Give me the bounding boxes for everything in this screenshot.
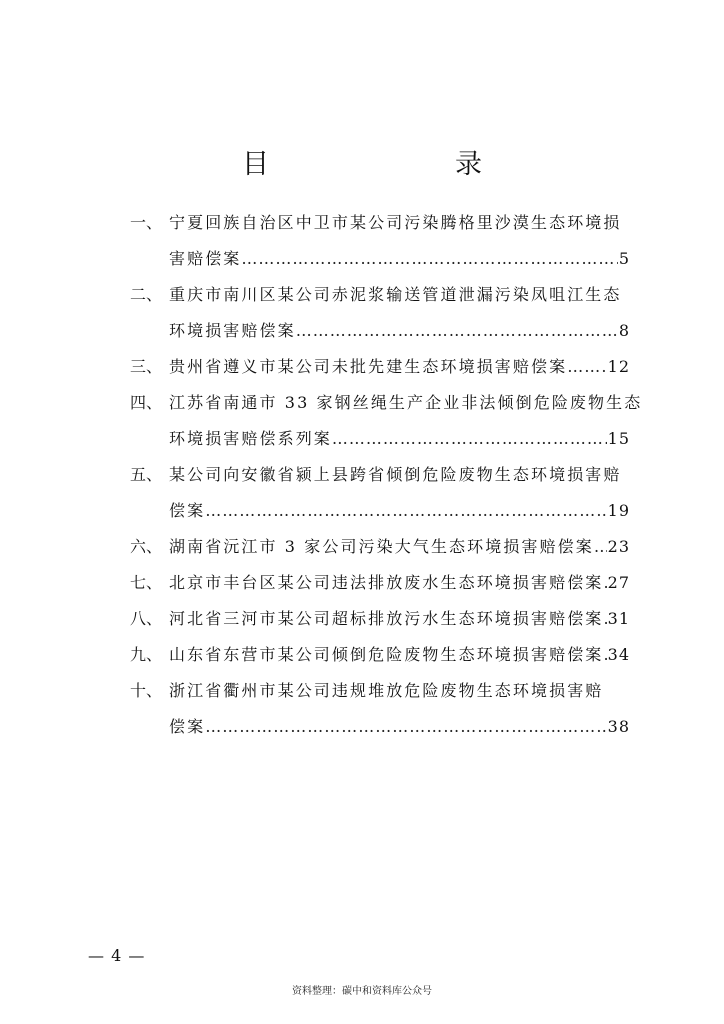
toc-entry-page: 27 [607, 573, 630, 592]
toc-entry-line [130, 246, 630, 282]
toc-entry-title: 偿案 [169, 501, 206, 520]
toc-entry-line [130, 678, 630, 714]
toc-entry-line [130, 462, 630, 498]
toc-entry-page: 31 [607, 609, 630, 628]
toc-entry-number: 七、 [130, 573, 163, 592]
toc-entry-title: 环境损害赔偿系列案 [169, 429, 332, 448]
toc-title: 目 录 [242, 149, 526, 180]
toc-entry [130, 642, 630, 678]
toc-entry [130, 390, 643, 462]
toc-entry-line [130, 426, 630, 462]
toc-entry [130, 282, 630, 354]
toc-entry-number: 五、 [130, 465, 163, 484]
toc-entry-title: 浙江省衢州市某公司违规堆放危险废物生态环境损害赔 [169, 681, 604, 700]
dot-leader [567, 357, 606, 376]
toc-entry-page: 38 [607, 717, 630, 736]
toc-entry-page: 23 [607, 537, 630, 556]
toc-entry [130, 606, 630, 642]
toc-entry-title: 宁夏回族自治区中卫市某公司污染腾格里沙漠生态环境损 [169, 213, 622, 232]
toc-entry-title: 山东省东营市某公司倾倒危险废物生态环境损害赔偿案 [169, 645, 604, 664]
table-of-contents [130, 210, 643, 750]
toc-entry-line [130, 570, 630, 606]
toc-entry-line [130, 714, 630, 750]
dot-leader [205, 717, 606, 736]
toc-entry-title: 北京市丰台区某公司违法排放废水生态环境损害赔偿案 [169, 573, 604, 592]
toc-entry-title: 江苏省南通市 33 家钢丝绳生产企业非法倾倒危险废物生态 [169, 393, 643, 412]
toc-entry-page: 15 [607, 429, 630, 448]
toc-entry [130, 354, 630, 390]
toc-entry-number: 九、 [130, 645, 163, 664]
toc-entry-title: 偿案 [169, 717, 206, 736]
toc-entry-title: 害赔偿案 [169, 249, 242, 268]
toc-entry-number: 六、 [130, 537, 163, 556]
toc-entry [130, 570, 630, 606]
dot-leader [332, 429, 607, 448]
toc-entry-number: 八、 [130, 609, 163, 628]
page-number: — 4 — [88, 946, 146, 965]
toc-entry [130, 534, 630, 570]
toc-entry-page: 5 [618, 249, 630, 268]
toc-entry-page: 8 [618, 321, 630, 340]
toc-entry [130, 462, 630, 534]
dot-leader [241, 249, 617, 268]
toc-entry [130, 210, 630, 282]
toc-entry-line [130, 210, 630, 246]
footer-note: 资料整理：碳中和资料库公众号 [292, 986, 432, 997]
toc-entry-number: 十、 [130, 681, 163, 700]
toc-entry-title: 贵州省遵义市某公司未批先建生态环境损害赔偿案 [169, 357, 568, 376]
toc-entry-line [130, 354, 630, 390]
toc-entry-line [130, 534, 630, 570]
toc-entry-line [130, 642, 630, 678]
toc-entry-title: 湖南省沅江市 3 家公司污染大气生态环境损害赔偿案 [169, 537, 594, 556]
toc-entry-number: 三、 [130, 357, 163, 376]
toc-entry-title: 环境损害赔偿案 [169, 321, 296, 340]
dot-leader [594, 537, 607, 556]
dot-leader [205, 501, 606, 520]
toc-entry-title: 重庆市南川区某公司赤泥浆输送管道泄漏污染凤咀江生态 [169, 285, 622, 304]
toc-entry-number: 四、 [130, 393, 163, 412]
toc-entry-title: 河北省三河市某公司超标排放污水生态环境损害赔偿案 [169, 609, 604, 628]
toc-entry-number: 二、 [130, 285, 163, 304]
toc-entry-line [130, 390, 643, 426]
toc-entry-line [130, 498, 630, 534]
toc-entry-line [130, 318, 630, 354]
toc-entry-page: 12 [607, 357, 630, 376]
toc-entry-line [130, 606, 630, 642]
toc-entry [130, 678, 630, 750]
toc-entry-title: 某公司向安徽省颍上县跨省倾倒危险废物生态环境损害赔 [169, 465, 622, 484]
toc-entry-number: 一、 [130, 213, 163, 232]
dot-leader [296, 321, 618, 340]
toc-entry-page: 34 [607, 645, 630, 664]
toc-entry-page: 19 [607, 501, 630, 520]
toc-entry-line [130, 282, 630, 318]
